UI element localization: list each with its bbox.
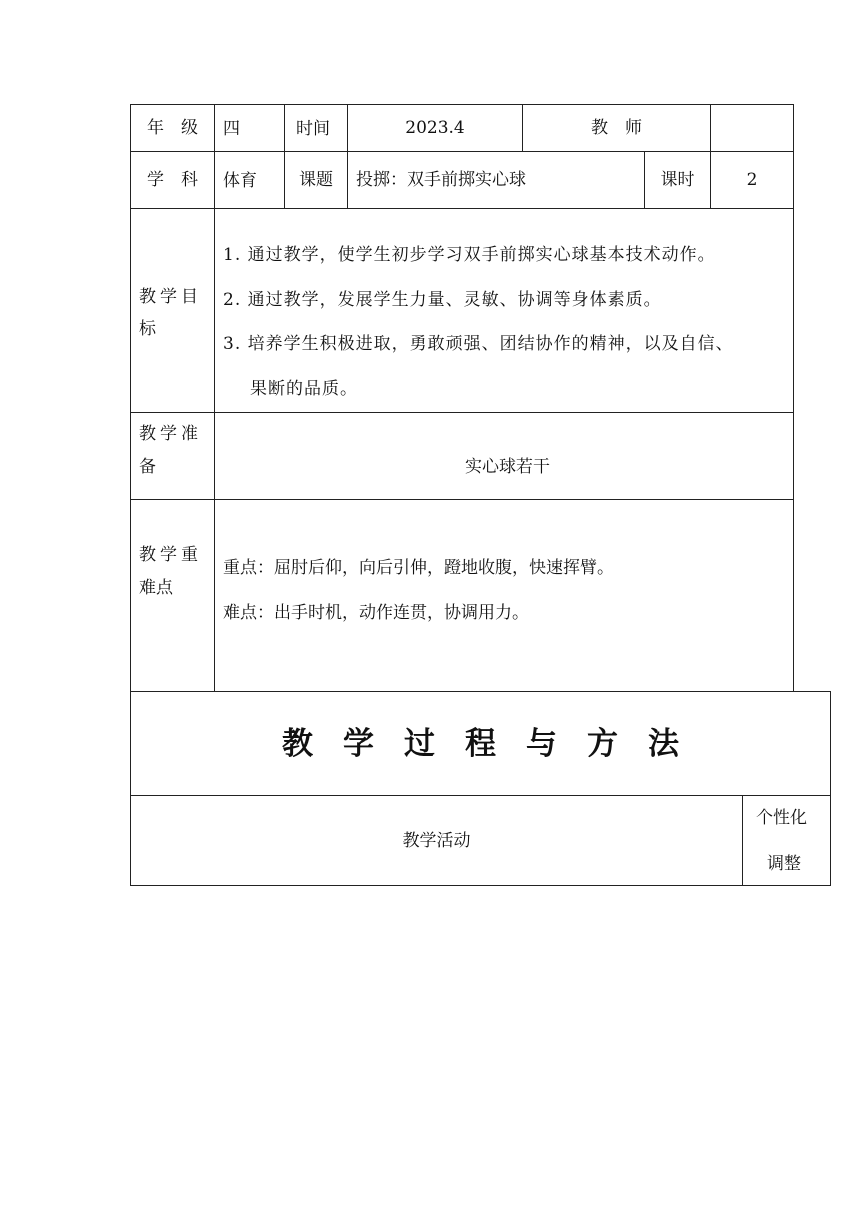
preparation-label-line1: 教学准 — [139, 424, 202, 444]
key-point-text: 重点：屈肘后仰，向后引伸，蹬地收腹，快速挥臂。 — [223, 558, 614, 578]
grade-value: 四 — [223, 119, 240, 139]
subject-value-cell — [214, 151, 285, 209]
adjust-label-line2: 调整 — [767, 854, 801, 874]
subject-label: 学 科 — [147, 170, 198, 190]
topic-value-cell — [347, 151, 645, 209]
topic-value: 投掷：双手前掷实心球 — [356, 170, 526, 190]
period-value-cell — [710, 151, 794, 209]
adjust-label-line1: 个性化 — [756, 808, 807, 828]
preparation-value: 实心球若干 — [465, 457, 550, 477]
period-value: 2 — [746, 170, 758, 190]
keypoints-label-line2: 难点 — [139, 578, 173, 598]
keypoints-content-cell — [214, 499, 794, 692]
keypoints-label-cell — [130, 499, 215, 692]
adjust-label-cell — [742, 795, 831, 886]
time-value: 2023.4 — [405, 118, 465, 138]
grade-label-cell — [130, 104, 215, 152]
teacher-label-cell — [522, 104, 711, 152]
period-label-cell — [644, 151, 711, 209]
objectives-label-line1: 教学目 — [139, 287, 202, 307]
time-label-cell — [284, 104, 348, 152]
objective-item: 3. 培养学生积极进取，勇敢顽强、团结协作的精神，以及自信、 — [223, 334, 734, 354]
objective-item: 2. 通过教学，发展学生力量、灵敏、协调等身体素质。 — [223, 290, 662, 310]
subject-label-cell — [130, 151, 215, 209]
activity-label: 教学活动 — [402, 830, 471, 851]
preparation-label-cell — [130, 412, 215, 500]
objectives-label-cell — [130, 208, 215, 413]
period-label: 课时 — [660, 170, 695, 190]
keypoints-label-line1: 教学重 — [139, 545, 202, 565]
process-heading-cell — [130, 691, 831, 796]
preparation-value-cell — [214, 412, 794, 500]
teacher-label: 教 师 — [591, 118, 642, 138]
grade-value-cell — [214, 104, 285, 152]
time-value-cell — [347, 104, 523, 152]
time-label: 时间 — [296, 119, 330, 139]
teacher-value-cell — [710, 104, 794, 152]
difficulty-text: 难点：出手时机，动作连贯，协调用力。 — [223, 603, 529, 623]
preparation-label-line2: 备 — [139, 457, 156, 477]
process-heading: 教学过程与方法 — [282, 725, 709, 762]
objectives-content-cell — [214, 208, 794, 413]
activity-label-cell — [130, 795, 743, 886]
subject-value: 体育 — [223, 171, 257, 191]
objective-item: 果断的品质。 — [250, 379, 358, 399]
topic-label-cell — [284, 151, 348, 209]
objective-item: 1. 通过教学，使学生初步学习双手前掷实心球基本技术动作。 — [223, 245, 716, 265]
topic-label: 课题 — [299, 170, 333, 190]
grade-label: 年 级 — [147, 118, 198, 138]
objectives-label-line2: 标 — [139, 319, 156, 339]
